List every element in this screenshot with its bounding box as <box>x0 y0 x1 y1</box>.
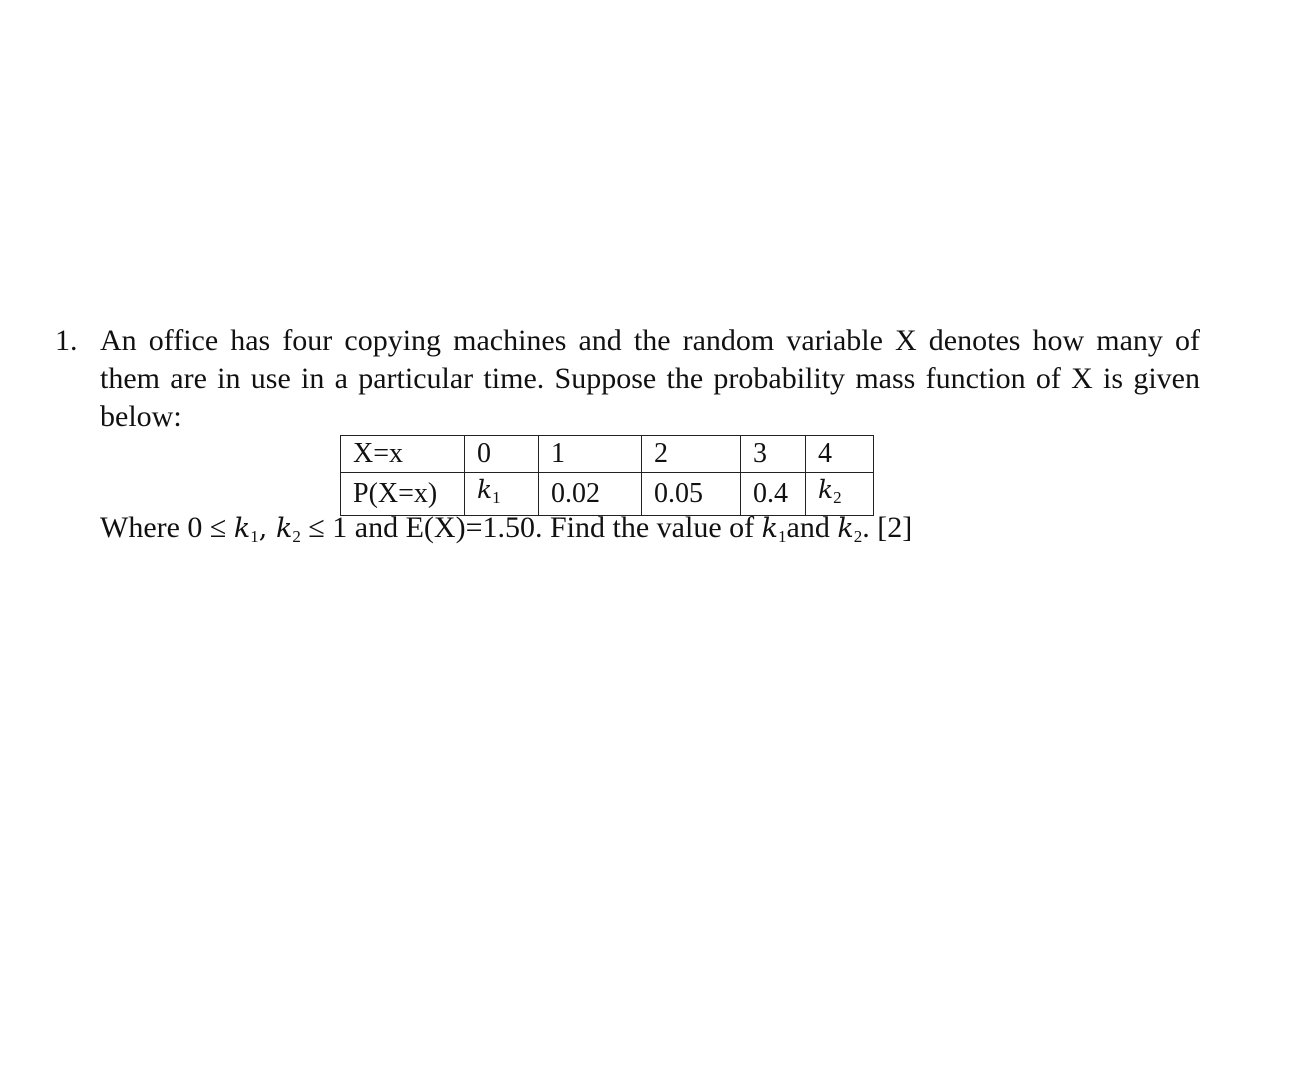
k-sub: 2 <box>853 527 863 546</box>
k2-sub: 2 <box>833 488 842 507</box>
k-sub: 1 <box>778 527 787 546</box>
k-var: k <box>761 513 778 544</box>
table-cell: 0.02 <box>539 473 642 516</box>
condition-and: and <box>786 511 838 544</box>
question-line-2: them are in use in a particular time. Suppose the probability mass function of X is given <box>100 362 1200 395</box>
question-line-3: below: <box>100 400 182 433</box>
table-cell: 0 <box>465 436 539 473</box>
k-sub: 2 <box>292 527 301 546</box>
k1-sub: 1 <box>492 488 501 507</box>
k-var: k <box>837 513 854 544</box>
table-cell: 0.05 <box>642 473 741 516</box>
question-line-1: An office has four copying machines and the random variable X denotes how many of <box>100 324 1200 357</box>
k-var: k <box>275 513 293 544</box>
table-cell: 4 <box>806 436 874 473</box>
k1-var: k <box>477 475 493 504</box>
table-cell: 1 <box>539 436 642 473</box>
comma: , <box>258 513 276 544</box>
k-var: k <box>233 513 251 544</box>
table-header-x: X=x <box>341 436 465 473</box>
condition-prefix: Where 0 ≤ <box>100 511 234 544</box>
pmf-table <box>340 435 874 516</box>
question-number: 1. <box>55 324 78 357</box>
condition-line <box>100 509 912 556</box>
condition-mid: ≤ 1 and E(X)=1.50. Find the value of <box>300 511 762 544</box>
table-row-x <box>341 436 874 473</box>
table-cell: 3 <box>741 436 806 473</box>
table-header-p: P(X=x) <box>341 473 465 516</box>
condition-end: . [2] <box>862 511 913 544</box>
table-cell: 0.4 <box>741 473 806 516</box>
table-cell: 2 <box>642 436 741 473</box>
k2-var: k <box>818 475 834 504</box>
k-sub: 1 <box>250 527 259 546</box>
